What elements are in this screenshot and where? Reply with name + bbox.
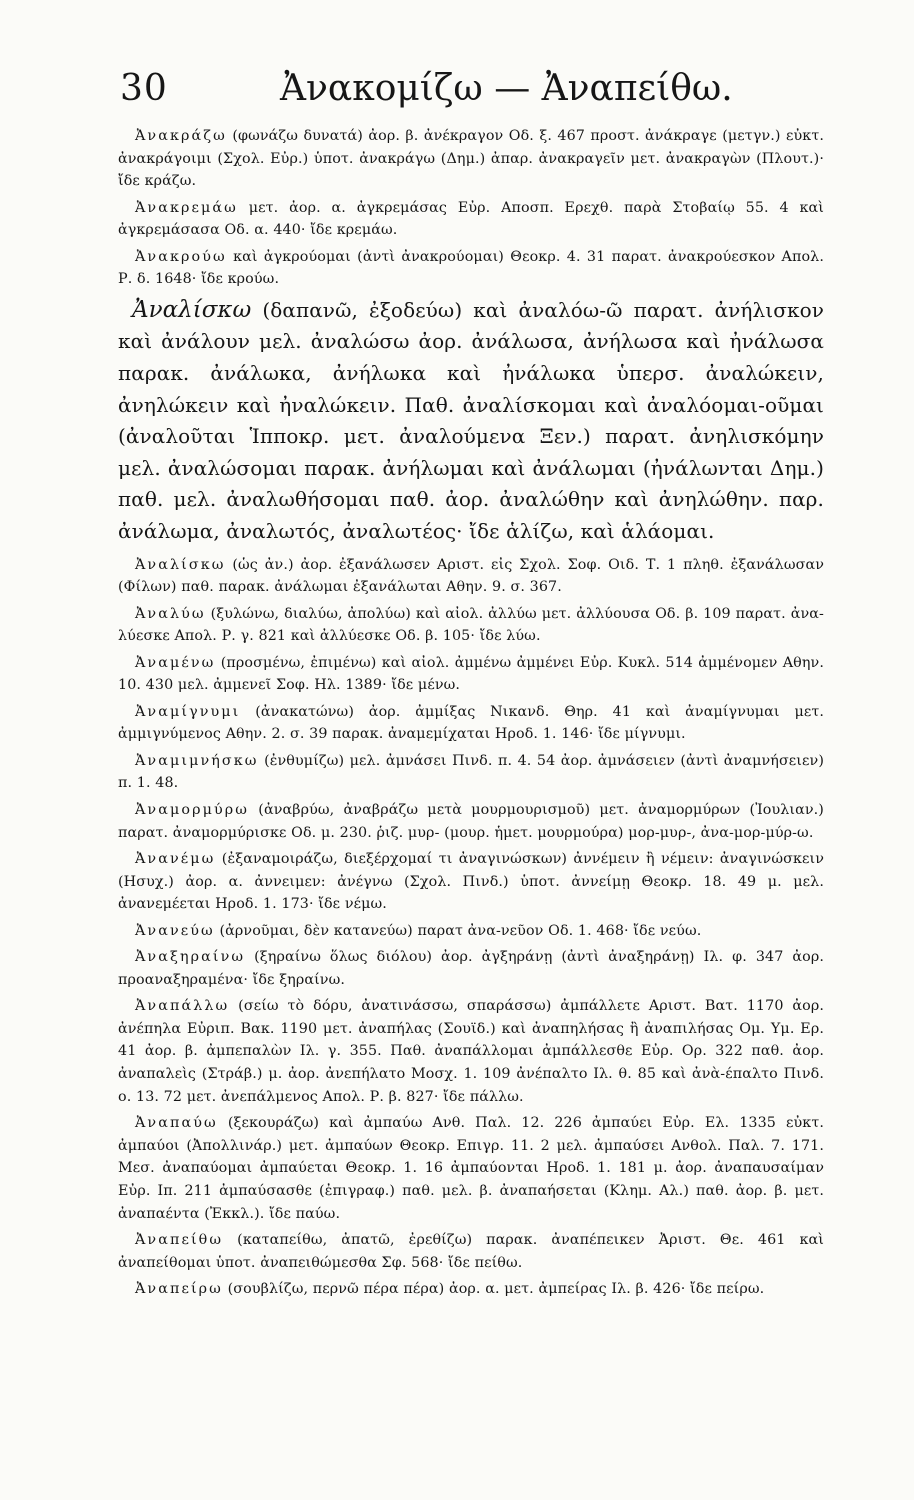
entry-headword: Ἀναμορμύρω [135, 801, 250, 818]
entry-headword: Ἀναλύω [135, 605, 206, 622]
dictionary-entry [118, 1112, 824, 1225]
dictionary-entry [118, 1229, 824, 1274]
entry-headword: Ἀναπείθω [135, 1232, 224, 1248]
entry-body: μετ. ἀορ. α. ἀγκρεμάσας Εὐρ. Αποσπ. Ερεχθ. παρὰ Στοβαίῳ 55. 4 καὶ ἀγκρεμάσασα Οδ. α. 440· ἴδε κρεμάω. [118, 199, 824, 239]
dictionary-entry [118, 701, 824, 746]
page-header [0, 58, 914, 118]
entry-headword: Ἀναμίγνυμι [135, 703, 241, 720]
dictionary-entries [118, 125, 824, 1305]
entry-body: (ξηραίνω ὅλως διόλου) ἀορ. ἀγξηράνῃ (ἀντὶ ἀναξηράνῃ) Ιλ. φ. 347 ἀορ. προαναξηραμένα· ἴδε ξηραίνω. [118, 949, 824, 988]
page-number: 30 [120, 68, 168, 109]
entry-headword: Ἀνακράζω [135, 128, 227, 144]
dictionary-entry [118, 995, 824, 1108]
entry-headword: Ἀνακρεμάω [135, 199, 238, 216]
dictionary-entry [118, 197, 824, 242]
dictionary-entry [118, 799, 824, 844]
dictionary-entry [118, 125, 824, 193]
dictionary-entry [118, 750, 824, 795]
entry-headword: Ἀναλίσκω [132, 296, 252, 323]
dictionary-entry [118, 920, 824, 943]
entry-body: (ξυλώνω, διαλύω, ἀπολύω) καὶ αἰολ. ἀλλύω μετ. ἀλλύουσα Οδ. β. 109 παρατ. ἀνα-λύεσκε Απολ. Ρ. γ. 821 καὶ ἀλλύεσκε Οδ. β. 105· ἴδε λύω. [118, 605, 824, 645]
entry-headword: Ἀνανέμω [135, 851, 216, 868]
entry-headword: Ἀναπαύω [135, 1115, 218, 1132]
entry-body: (σείω τὸ δόρυ, ἀνατινάσσω, σπαράσσω) ἀμπάλλετε Αριστ. Βατ. 1170 ἀορ. ἀνέπηλα Εὐριπ. Βακ. 1190 μετ. ἀναπήλας (Σουϊδ.) καὶ ἀναπηλήσας ἢ ἀναπιλήσας Ομ. Υμ. Ερ. 41 ἀορ. β. ἀμπεπαλὼν Ιλ. γ. 355. Παθ. ἀναπάλλομαι ἀμπάλλεσθε Εὐρ. Ορ. 322 παθ. ἀορ. ἀναπαλεὶς (Στράβ.) μ. ἀορ. ἀνεπήλατο Μοσχ. 1. 109 ἀνέπαλτο Ιλ. θ. 85 καὶ ἀνὰ-έπαλτο Πινδ. ο. 13. 72 μετ. ἀνεπάλμενος Απολ. Ρ. β. 827· ἴδε πάλλω. [118, 998, 824, 1105]
entry-body: (ἀνακατώνω) ἀορ. ἀμμίξας Νικανδ. Θηρ. 41 καὶ ἀναμίγνυμαι μετ. ἀμμιγνύμενος Αθην. 2. σ. 39 παρακ. ἀναμεμίχαται Ηροδ. 1. 146· ἴδε μίγνυμι. [118, 703, 824, 743]
entry-body: (ἀναβρύω, ἀναβράζω μετὰ μουρμουρισμοῦ) μετ. ἀναμορμύρων (Ἰουλιαν.) παρατ. ἀναμορμύρισκε Οδ. μ. 230. ῥιζ. μυρ- (μουρ. ἡμετ. μουρμούρα) μορ-μυρ-, ἀνα-μορ-μύρ-ω. [118, 801, 824, 841]
entry-headword: Ἀναπείρω [135, 1281, 223, 1298]
entry-body: (προσμένω, ἐπιμένω) καὶ αἰολ. ἀμμένω ἀμμένει Εὐρ. Κυκλ. 514 ἀμμένομεν Αθην. 10. 430 μελ. ἀμμενεῖ Σοφ. Ηλ. 1389· ἴδε μένω. [118, 654, 824, 694]
dictionary-entry [118, 603, 824, 648]
running-title: Ἀνακομίζω — Ἀναπείθω. [280, 68, 733, 109]
entry-body: (φωνάζω δυνατά) ἀορ. β. ἀνέκραγον Οδ. ξ. 467 προστ. ἀνάκραγε (μετγν.) εὐκτ. ἀνακράγοιμι (Σχολ. Εὐρ.) ὑποτ. ἀνακράγω (Δημ.) ἀπαρ. ἀνακραγεῖν μετ. ἀνακραγὼν (Πλουτ.)· ἴδε κράζω. [118, 128, 824, 190]
entry-headword: Ἀναμένω [135, 654, 216, 671]
dictionary-entry [118, 246, 824, 291]
entry-headword: Ἀνανεύω [135, 922, 215, 939]
main-dictionary-entry [118, 295, 824, 548]
entry-headword: Ἀνακρούω [135, 248, 227, 265]
entry-headword: Ἀναξηραίνω [135, 949, 246, 966]
dictionary-entry [118, 848, 824, 916]
dictionary-entry [118, 652, 824, 697]
dictionary-entry [118, 554, 824, 599]
entry-headword: Ἀναλίσκω [135, 556, 226, 573]
entry-body: (ἐνθυμίζω) μελ. ἀμνάσει Πινδ. π. 4. 54 ἀορ. ἀμνάσειεν (ἀντὶ ἀναμνήσειεν) π. 1. 48. [118, 752, 824, 792]
entry-headword: Ἀναπάλλω [135, 998, 230, 1015]
entry-body: (σουβλίζω, περνῶ πέρα πέρα) ἀορ. α. μετ. ἀμπείρας Ιλ. β. 426· ἴδε πείρω. [227, 1281, 765, 1298]
entry-body: (ἐξαναμοιράζω, διεξέρχομαί τι ἀναγινώσκων) ἀννέμειν ἢ νέμειν: ἀναγινώσκειν (Ησυχ.) ἀορ. α. ἀννειμεν: ἀνέγνω (Σχολ. Πινδ.) ὑποτ. ἀννείμῃ Θεοκρ. 18. 49 μ. μελ. ἀνανεμέεται Ηροδ. 1. 173· ἴδε νέμω. [118, 851, 824, 913]
entry-body: (ξεκουράζω) καὶ ἀμπαύω Ανθ. Παλ. 12. 226 ἀμπαύει Εὐρ. Ελ. 1335 εὐκτ. ἀμπαύοι (Ἀπολλινάρ.) μετ. ἀμπαύων Θεοκρ. Επιγρ. 11. 2 μελ. ἀμπαύσει Ανθολ. Παλ. 7. 171. Μεσ. ἀναπαύομαι ἀμπαύεται Θεοκρ. 1. 16 ἀμπαύονται Ηροδ. 1. 181 μ. ἀορ. ἀναπαυσαίμαν Εὐρ. Ιπ. 211 ἀμπαύσασθε (ἐπιγραφ.) παθ. μελ. β. ἀναπαήσεται (Κλημ. Αλ.) παθ. ἀορ. β. μετ. ἀναπαέντα (Ἐκκλ.). ἴδε παύω. [118, 1115, 824, 1222]
entry-body: (ὡς ἀν.) ἀορ. ἐξανάλωσεν Αριστ. εἰς Σχολ. Σοφ. Οιδ. Τ. 1 πληθ. ἐξανάλωσαν (Φίλων) παθ. παρακ. ἀνάλωμαι ἐξανάλωται Αθην. 9. σ. 367. [118, 556, 824, 596]
entry-body: καὶ ἀγκρούομαι (ἀντὶ ἀνακρούομαι) Θεοκρ. 4. 31 παρατ. ἀνακρούεσκον Απολ. Ρ. δ. 1648· ἴδε κρούω. [118, 248, 824, 288]
entry-body: (ἀρνοῦμαι, δὲν κατανεύω) παρατ ἀνα-νεῦον Οδ. 1. 468· ἴδε νεύω. [219, 922, 702, 939]
entry-body: (δαπανῶ, ἐξοδεύω) καὶ ἀναλόω-ῶ παρατ. ἀνήλισκον καὶ ἀνάλουν μελ. ἀναλώσω ἀορ. ἀνάλωσα, ἀνήλωσα καὶ ἠνάλωσα παρακ. ἀνάλωκα, ἀνήλωκα καὶ ἠνάλωκα ὑπερσ. ἀναλώκειν, ἀνηλώκειν καὶ ἠναλώκειν. Παθ. ἀναλίσκομαι καὶ ἀναλόομαι-οῦμαι (ἀναλοῦται Ἱπποκρ. μετ. ἀναλούμενα Ξεν.) παρατ. ἀνηλισκόμην μελ. ἀναλώσομαι παρακ. ἀνήλωμαι καὶ ἀνάλωμαι (ἠνάλωνται Δημ.) παθ. μελ. ἀναλωθήσομαι παθ. ἀορ. ἀναλώθην καὶ ἀνηλώθην. παρ. ἀνάλωμα, ἀναλωτός, ἀναλωτέος· ἴδε ἁλίζω, καὶ ἁλάομαι. [118, 297, 824, 543]
entry-body: (καταπείθω, ἀπατῶ, ἐρεθίζω) παρακ. ἀναπέπεικεν Ἀριστ. Θε. 461 καὶ ἀναπείθομαι ὑποτ. ἀναπειθώμεσθα Σφ. 568· ἴδε πείθω. [118, 1232, 824, 1271]
dictionary-entry [118, 1278, 824, 1301]
dictionary-entry [118, 946, 824, 991]
entry-headword: Ἀναμιμνήσκω [135, 752, 259, 769]
